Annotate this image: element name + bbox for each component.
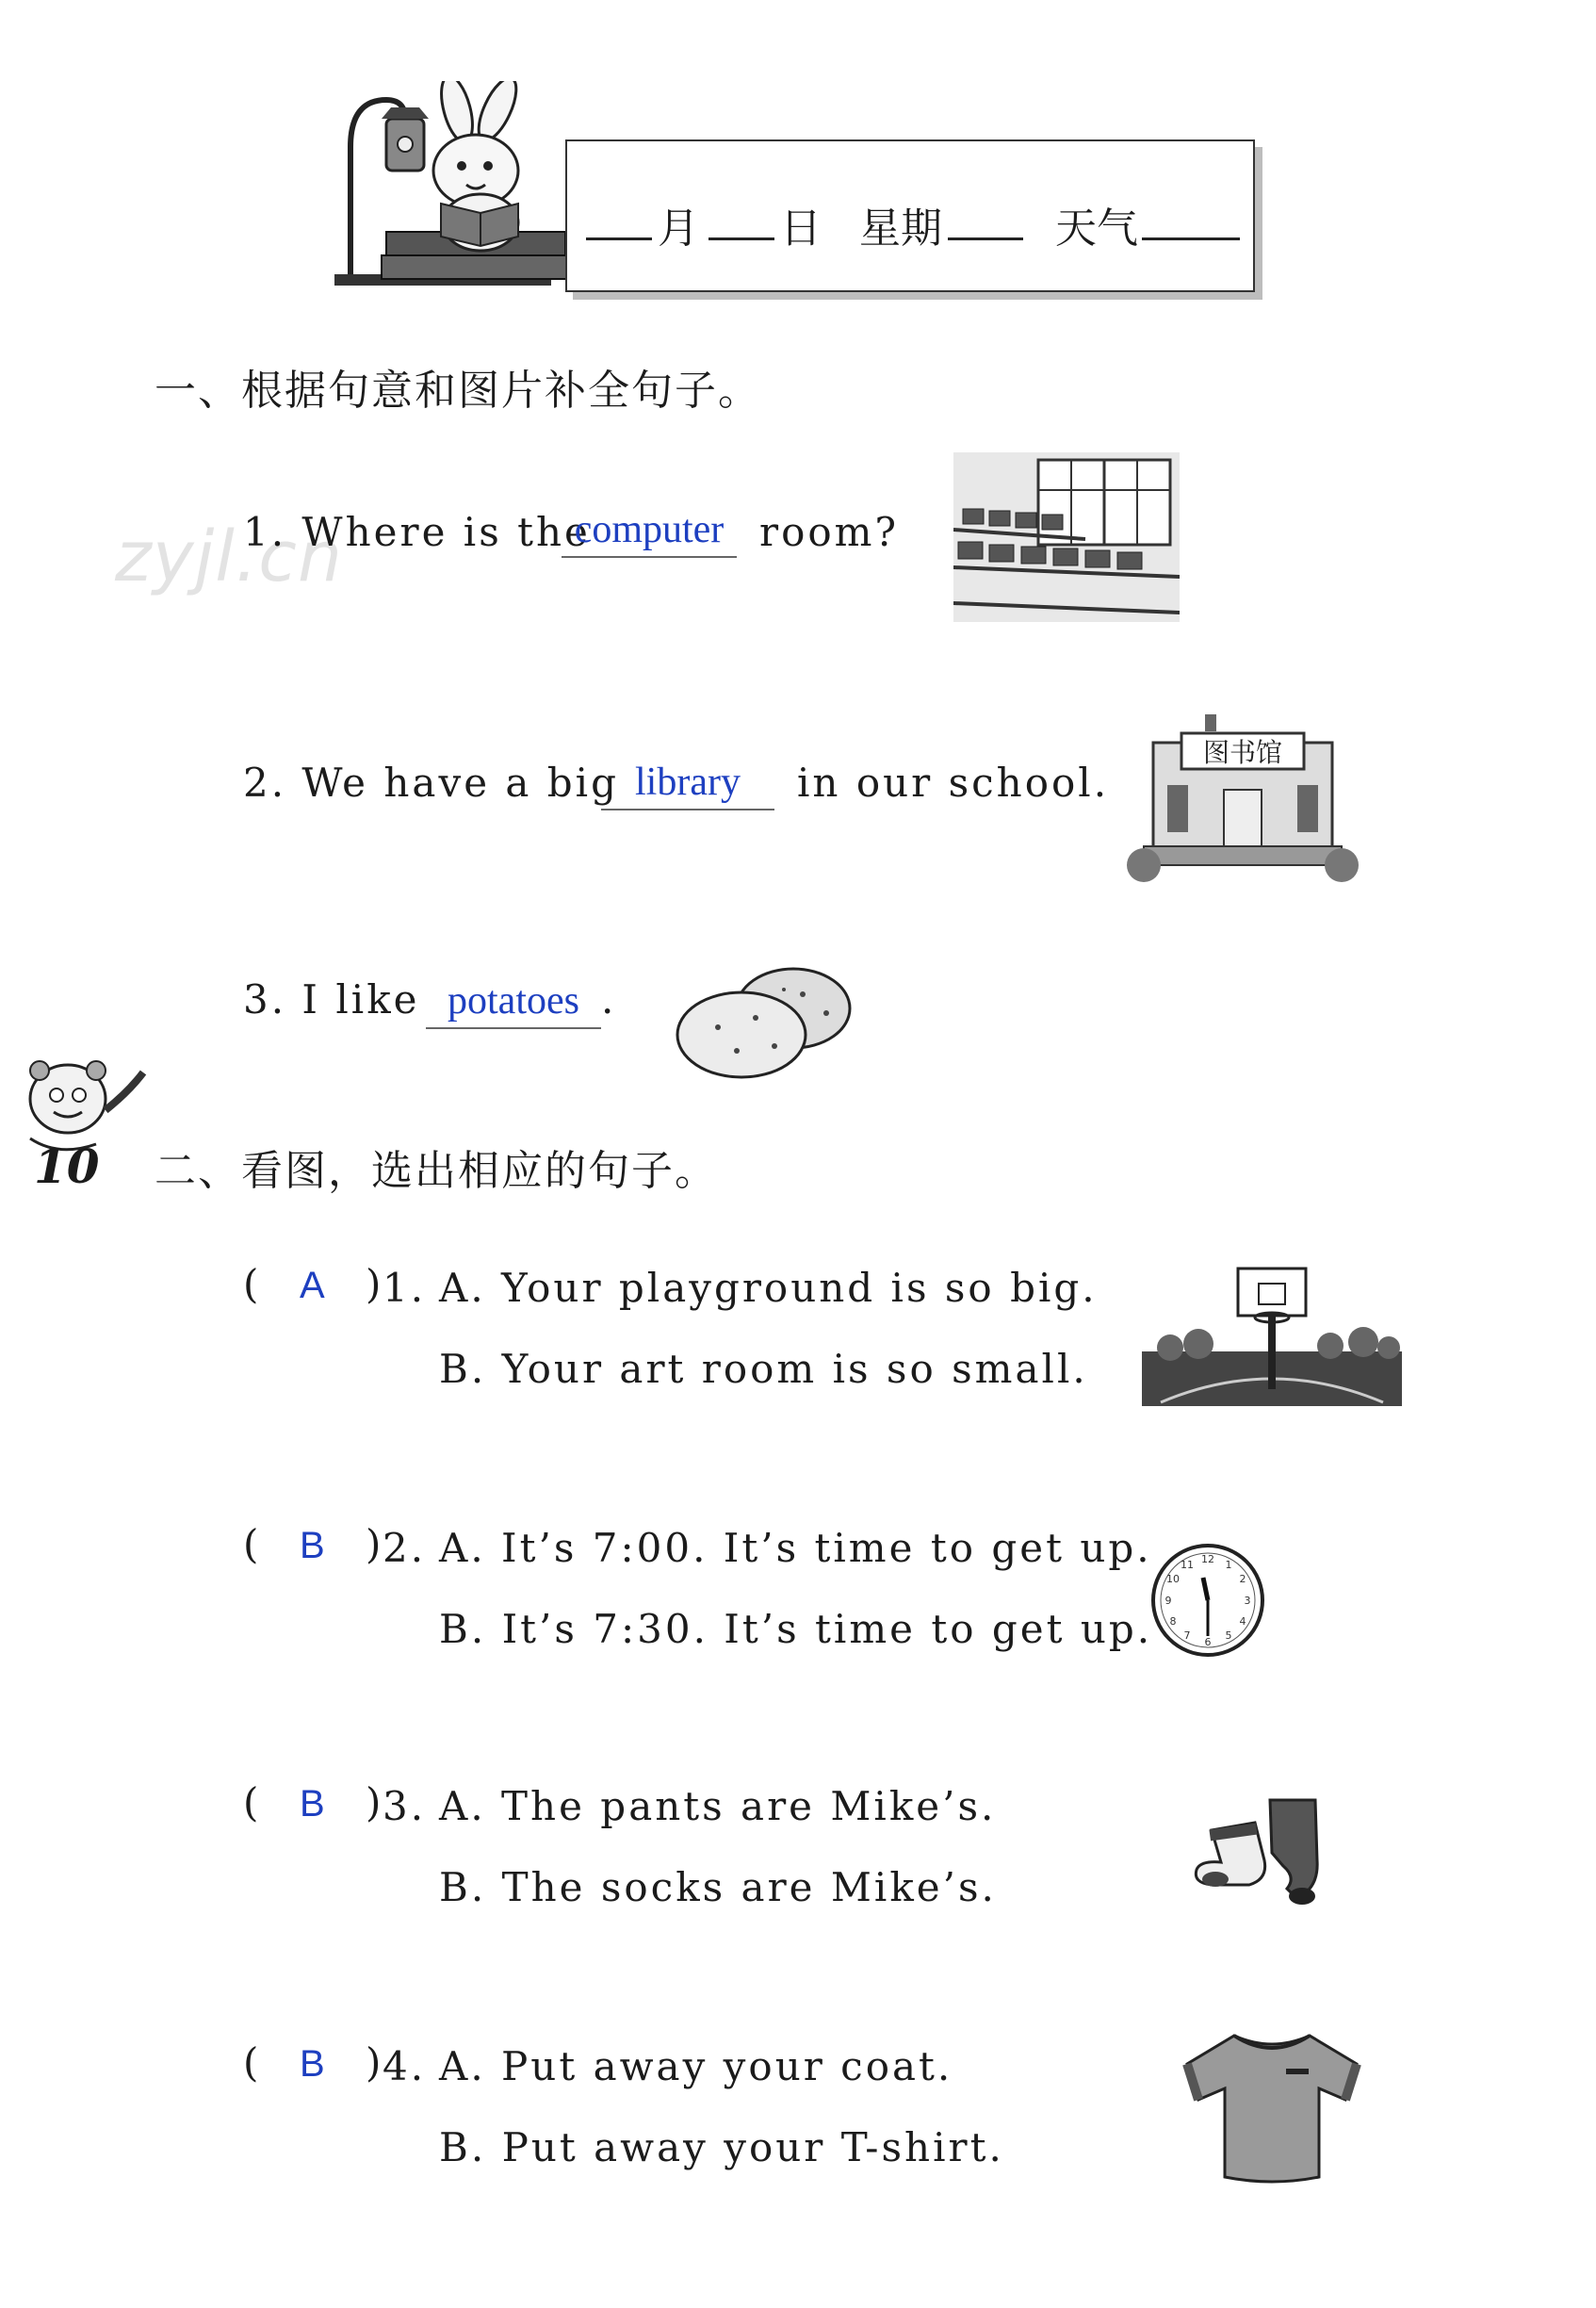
svg-text:3: 3	[1244, 1595, 1251, 1607]
svg-text:11: 11	[1181, 1559, 1194, 1571]
s2-q3-option-b: B. The socks are Mike’s.	[439, 1864, 997, 1910]
day-label: 日	[780, 205, 822, 253]
t-shirt-icon	[1178, 2026, 1366, 2186]
library-sign-text: 图书馆	[1202, 737, 1283, 768]
weather-label: 天气	[1055, 205, 1138, 253]
day-blank[interactable]	[708, 237, 774, 240]
svg-text:10: 10	[1166, 1573, 1180, 1585]
playground-basketball-icon	[1142, 1261, 1402, 1406]
s2-q4-option-a: A. Put away your coat.	[439, 2043, 953, 2089]
svg-text:1: 1	[1225, 1559, 1232, 1571]
clock-icon	[1149, 1542, 1266, 1659]
svg-text:8: 8	[1169, 1615, 1177, 1628]
svg-text:7: 7	[1183, 1629, 1191, 1642]
s2-q4-choice[interactable]: B	[300, 2043, 325, 2085]
section2-title: 二、看图，选出相应的句子。	[155, 1147, 718, 1195]
s2-q4-number: 4.	[383, 2043, 427, 2089]
socks-icon	[1193, 1794, 1344, 1911]
s2-q3-choice[interactable]: B	[300, 1783, 325, 1825]
s2-q2-paren-close: )	[366, 1521, 382, 1567]
svg-text:4: 4	[1239, 1615, 1246, 1628]
s1-q1-blank[interactable]	[562, 556, 737, 558]
s1-q1-before: 1. Where is the	[243, 509, 591, 555]
s2-q3-option-a: A. The pants are Mike’s.	[439, 1783, 997, 1829]
s2-q4-paren-close: )	[366, 2039, 382, 2086]
s1-q3-answer: potatoes	[448, 979, 579, 1023]
s2-q4-option-b: B. Put away your T-shirt.	[439, 2124, 1004, 2170]
s1-q1-after: room?	[759, 509, 899, 555]
s1-q1-answer: computer	[574, 508, 725, 551]
s1-q2-blank[interactable]	[601, 809, 774, 810]
s2-q2-paren-open: (	[243, 1521, 259, 1567]
s2-q3-number: 3.	[383, 1783, 427, 1829]
rabbit-reading-illustration	[330, 81, 603, 307]
svg-text:5: 5	[1225, 1629, 1232, 1642]
s2-q3-paren-close: )	[366, 1779, 382, 1825]
month-label: 月	[658, 205, 699, 253]
s2-q1-option-b: B. Your art room is so small.	[439, 1346, 1088, 1392]
svg-text:12: 12	[1201, 1553, 1214, 1565]
section1-title: 一、根据句意和图片补全句子。	[155, 367, 761, 415]
date-weather-banner	[565, 139, 1255, 292]
s2-q1-paren-close: )	[366, 1261, 382, 1307]
s2-q1-number: 1.	[383, 1265, 427, 1311]
s2-q1-paren-open: (	[243, 1261, 259, 1307]
s2-q2-choice[interactable]: B	[300, 1525, 325, 1566]
weekday-label: 星期	[859, 205, 942, 253]
s2-q4-paren-open: (	[243, 2039, 259, 2086]
month-blank[interactable]	[586, 237, 652, 240]
svg-text:9: 9	[1164, 1595, 1172, 1607]
s2-q2-option-a: A. It’s 7:00. It’s time to get up.	[439, 1525, 1152, 1571]
weekday-blank[interactable]	[948, 237, 1023, 240]
svg-text:2: 2	[1239, 1573, 1246, 1585]
s2-q1-option-a: A. Your playground is so big.	[439, 1265, 1098, 1311]
s1-q2-answer: library	[635, 761, 741, 804]
s1-q2-after: in our school.	[797, 760, 1110, 806]
s2-q3-paren-open: (	[243, 1779, 259, 1825]
page-number: 10	[34, 1138, 100, 1194]
svg-text:6: 6	[1204, 1636, 1212, 1648]
computer-room-icon	[953, 452, 1180, 622]
s2-q2-option-b: B. It’s 7:30. It’s time to get up.	[439, 1606, 1153, 1652]
s1-q3-before: 3. I like	[243, 976, 420, 1023]
watermark: zyjl.cn	[115, 516, 343, 597]
s2-q1-choice[interactable]: A	[300, 1265, 325, 1306]
potatoes-icon	[671, 961, 859, 1084]
s1-q2-before: 2. We have a big	[243, 760, 619, 806]
s1-q3-after: .	[601, 976, 617, 1023]
library-building-icon	[1125, 714, 1360, 884]
weather-blank[interactable]	[1142, 237, 1240, 240]
s1-q3-blank[interactable]	[426, 1027, 601, 1029]
s2-q2-number: 2.	[383, 1525, 427, 1571]
